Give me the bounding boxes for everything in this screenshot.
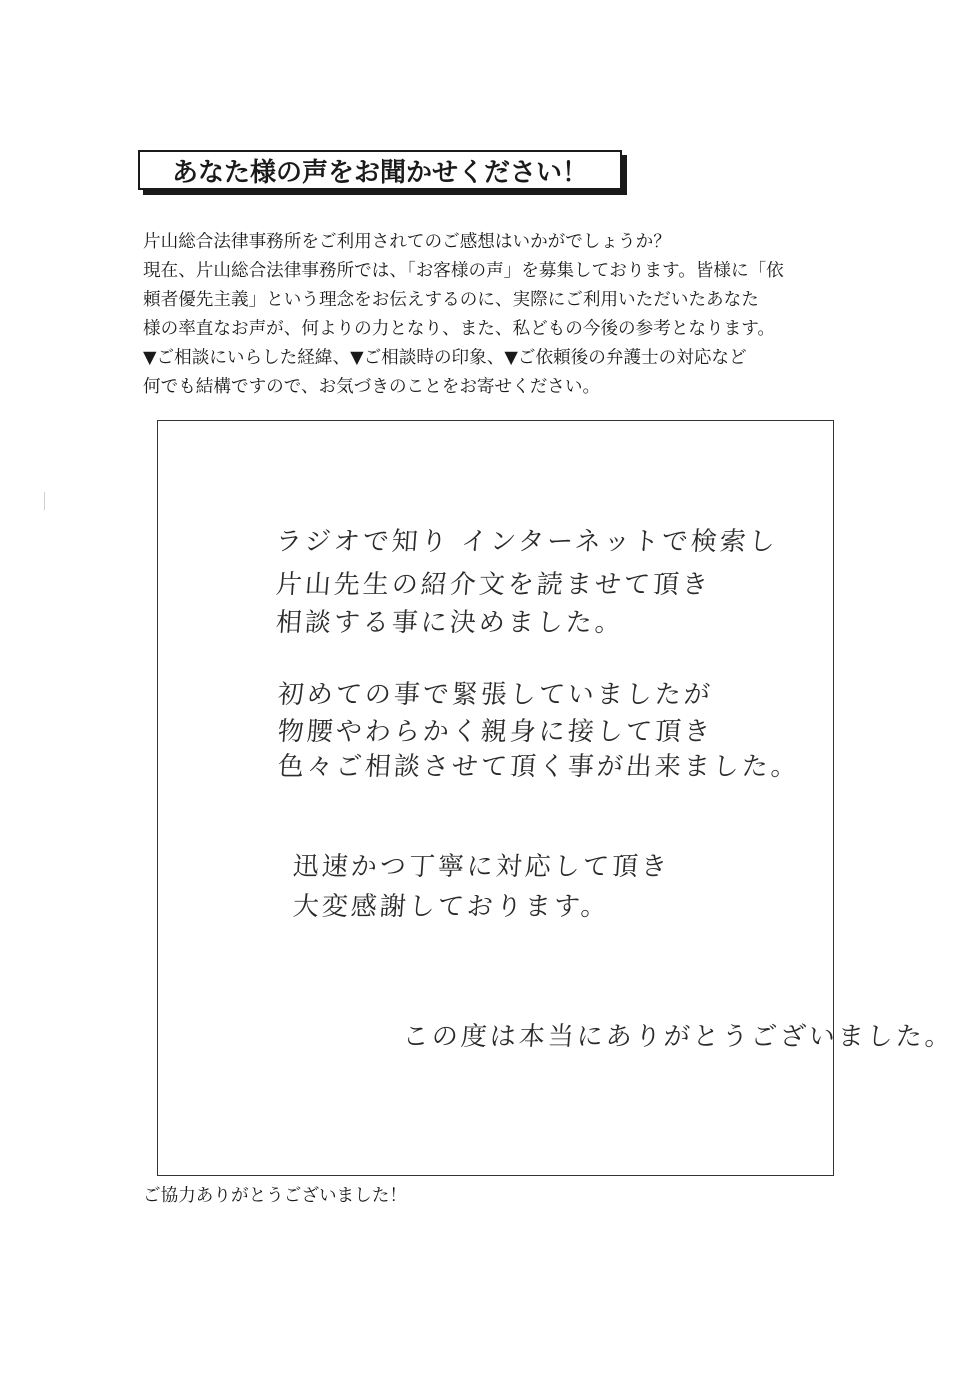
title-banner — [138, 150, 622, 190]
comment-box — [157, 420, 955, 1176]
intro-paragraph — [143, 228, 843, 402]
intro-line: 様の率直なお声が、何よりの力となり、また、私どもの今後の参考となります。 — [143, 319, 775, 339]
scan-margin-mark — [44, 492, 46, 510]
intro-line: 頼者優先主義」という理念をお伝えするのに、実際にご利用いただいたあなた — [143, 290, 759, 310]
handwritten-line: 迅速かつ丁寧に対応して頂き — [291, 852, 671, 882]
handwritten-line: この度は本当にありがとうございました。 — [401, 1022, 955, 1052]
page-title: あなた様の声をお聞かせください！ — [138, 150, 622, 190]
handwritten-line: 色々ご相談させて頂く事が出来ました。 — [276, 752, 801, 782]
intro-line: ▼ご相談にいらした経緯、▼ご相談時の印象、▼ご依頼後の弁護士の対応など — [143, 348, 747, 368]
handwritten-line: 片山先生の紹介文を読ませて頂き — [274, 570, 712, 600]
intro-line: 現在、片山総合法律事務所では、「お客様の声」を募集しております。皆様に「依 — [143, 261, 784, 281]
closing-thanks: ご協力ありがとうございました！ — [143, 1186, 407, 1206]
handwritten-line: 相談する事に決めました。 — [274, 608, 625, 638]
handwritten-line: 物腰やわらかく親身に接して頂き — [276, 717, 714, 747]
handwritten-line: ラジオで知り インターネットで検索し — [274, 527, 779, 557]
handwritten-line: 初めての事で緊張していましたが — [276, 680, 714, 710]
handwritten-line: 大変感謝しております。 — [291, 892, 611, 922]
intro-line: 片山総合法律事務所をご利用されてのご感想はいかがでしょうか？ — [143, 232, 671, 252]
intro-line: 何でも結構ですので、お気づきのことをお寄せください。 — [143, 377, 601, 397]
